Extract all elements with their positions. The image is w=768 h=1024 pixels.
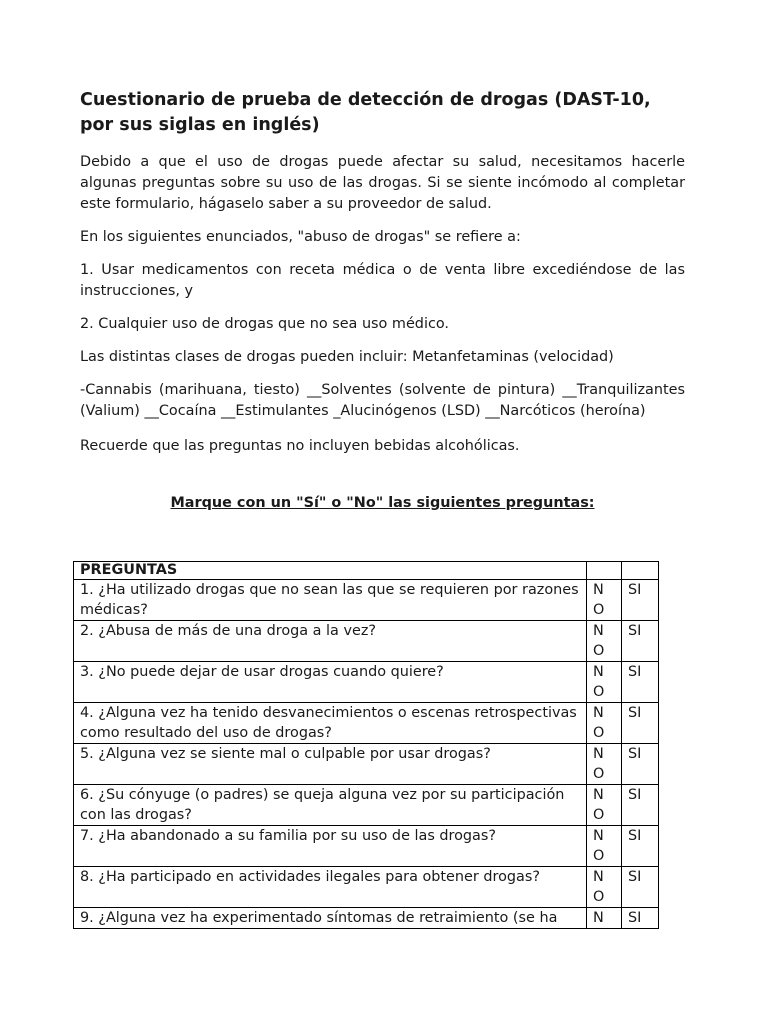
answer-si[interactable]: SI — [622, 867, 659, 908]
answer-si[interactable]: SI — [622, 703, 659, 744]
answer-si[interactable]: SI — [622, 908, 659, 929]
drug-classes-lead: Las distintas clases de drogas pueden incluir: Metanfetaminas (velocidad) — [80, 349, 614, 365]
definition-item-1: 1. Usar medicamentos con receta médica o de venta libre excediéndose de las instrucciones, y — [80, 262, 685, 299]
table-row — [74, 703, 659, 744]
question-text: 1. ¿Ha utilizado drogas que no sean las que se requieren por razones médicas? — [74, 580, 587, 621]
table-row — [74, 785, 659, 826]
answer-no[interactable]: N — [587, 908, 622, 929]
table-row — [74, 867, 659, 908]
table-row — [74, 826, 659, 867]
question-text: 2. ¿Abusa de más de una droga a la vez? — [74, 621, 587, 662]
answer-no[interactable]: NO — [587, 785, 622, 826]
answer-si[interactable]: SI — [622, 744, 659, 785]
document-body — [80, 88, 685, 524]
question-text — [74, 908, 587, 929]
answer-no[interactable]: NO — [587, 662, 622, 703]
question-text: 6. ¿Su cónyuge (o padres) se queja alguna vez por su participación con las drogas? — [74, 785, 587, 826]
questions-table — [73, 561, 659, 929]
answer-no[interactable]: NO — [587, 744, 622, 785]
answer-no[interactable]: NO — [587, 826, 622, 867]
table-header-row — [74, 562, 659, 580]
question-text: 7. ¿Ha abandonado a su familia por su uso de las drogas? — [74, 826, 587, 867]
answer-no[interactable]: NO — [587, 580, 622, 621]
si-header — [622, 562, 659, 580]
table-row — [74, 908, 659, 929]
definition-lead: En los siguientes enunciados, "abuso de drogas" se refiere a: — [80, 229, 521, 245]
table-row — [74, 744, 659, 785]
answer-si[interactable]: SI — [622, 621, 659, 662]
reminder-paragraph: Recuerde que las preguntas no incluyen bebidas alcohólicas. — [80, 438, 520, 454]
answer-no[interactable]: NO — [587, 621, 622, 662]
question-text: 5. ¿Alguna vez se siente mal o culpable por usar drogas? — [74, 744, 587, 785]
intro-paragraph: Debido a que el uso de drogas puede afectar su salud, necesitamos hacerle algunas preguntas sobre su uso de las drogas. Si se siente incómodo al completar este formulario, hágaselo saber a su proveedor de salud. — [80, 154, 685, 212]
answer-no[interactable]: NO — [587, 867, 622, 908]
answer-no[interactable]: NO — [587, 703, 622, 744]
answer-si[interactable]: SI — [622, 580, 659, 621]
answer-si[interactable]: SI — [622, 826, 659, 867]
table-row — [74, 662, 659, 703]
definition-item-2: 2. Cualquier uso de drogas que no sea uso médico. — [80, 316, 449, 332]
table-row — [74, 621, 659, 662]
answer-si[interactable]: SI — [622, 785, 659, 826]
question-text: 3. ¿No puede dejar de usar drogas cuando quiere? — [74, 662, 587, 703]
question-text: 8. ¿Ha participado en actividades ilegales para obtener drogas? — [74, 867, 587, 908]
no-header — [587, 562, 622, 580]
questions-header: PREGUNTAS — [74, 562, 587, 580]
question-text-clipped: 9. ¿Alguna vez ha experimentado síntomas de retraimiento (se ha — [80, 910, 558, 926]
question-text: 4. ¿Alguna vez ha tenido desvanecimientos o escenas retrospectivas como resultado del uso de drogas? — [74, 703, 587, 744]
table-instruction: Marque con un "Sí" o "No" las siguientes preguntas: — [170, 495, 595, 511]
answer-si[interactable]: SI — [622, 662, 659, 703]
document-title: Cuestionario de prueba de detección de drogas (DAST-10, por sus siglas en inglés) — [80, 90, 651, 135]
drug-classes-list: -Cannabis (marihuana, tiesto) __Solventes (solvente de pintura) __Tranquilizantes (Valium) __Cocaína __Estimulantes _Alucinógenos (LSD) __Narcóticos (heroína) — [80, 382, 685, 419]
table-row — [74, 580, 659, 621]
